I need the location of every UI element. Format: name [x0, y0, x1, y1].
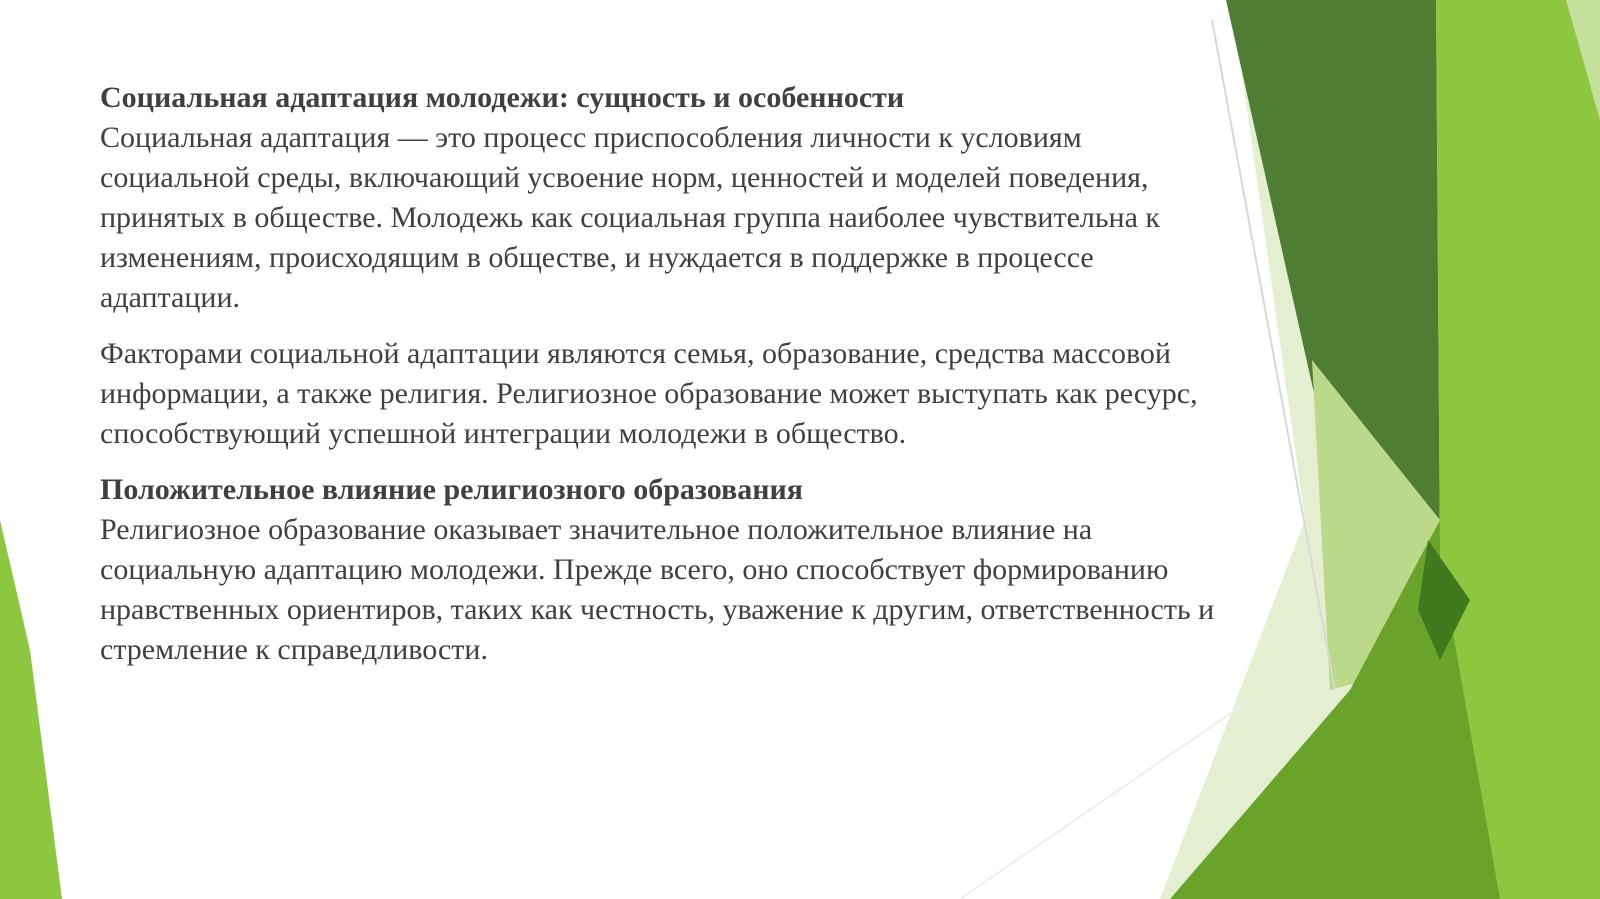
section-3 — [100, 470, 1220, 670]
section-3-body: Религиозное образование оказывает значительное положительное влияние на социальную адаптацию молодежи. Прежде всего, оно способствует формированию нравственных ориентиров, таких как честность, уважение к другим, ответственность и стремление к справедливости. — [100, 513, 1215, 666]
section-1-body: Социальная адаптация — это процесс приспособления личности к условиям социальной среды, включающий усвоение норм, ценностей и моделей поведения, принятых в обществе. Молодежь как социальная группа наиболее чувствительна к изменениям, происходящим в обществе, и нуждается в поддержке в процессе адаптации. — [100, 121, 1160, 314]
section-2-body: Факторами социальной адаптации являются семья, образование, средства массовой информации, а также религия. Религиозное образование может выступать как ресурс, способствующий успешной интеграции молодежи в общество. — [100, 337, 1198, 450]
section-1 — [100, 78, 1220, 318]
left-green-shape — [0, 520, 62, 899]
section-1-title: Социальная адаптация молодежи: сущность и особенности — [100, 81, 905, 114]
section-2 — [100, 334, 1220, 454]
text-block — [100, 78, 1220, 686]
section-3-title: Положительное влияние религиозного образования — [100, 473, 804, 506]
